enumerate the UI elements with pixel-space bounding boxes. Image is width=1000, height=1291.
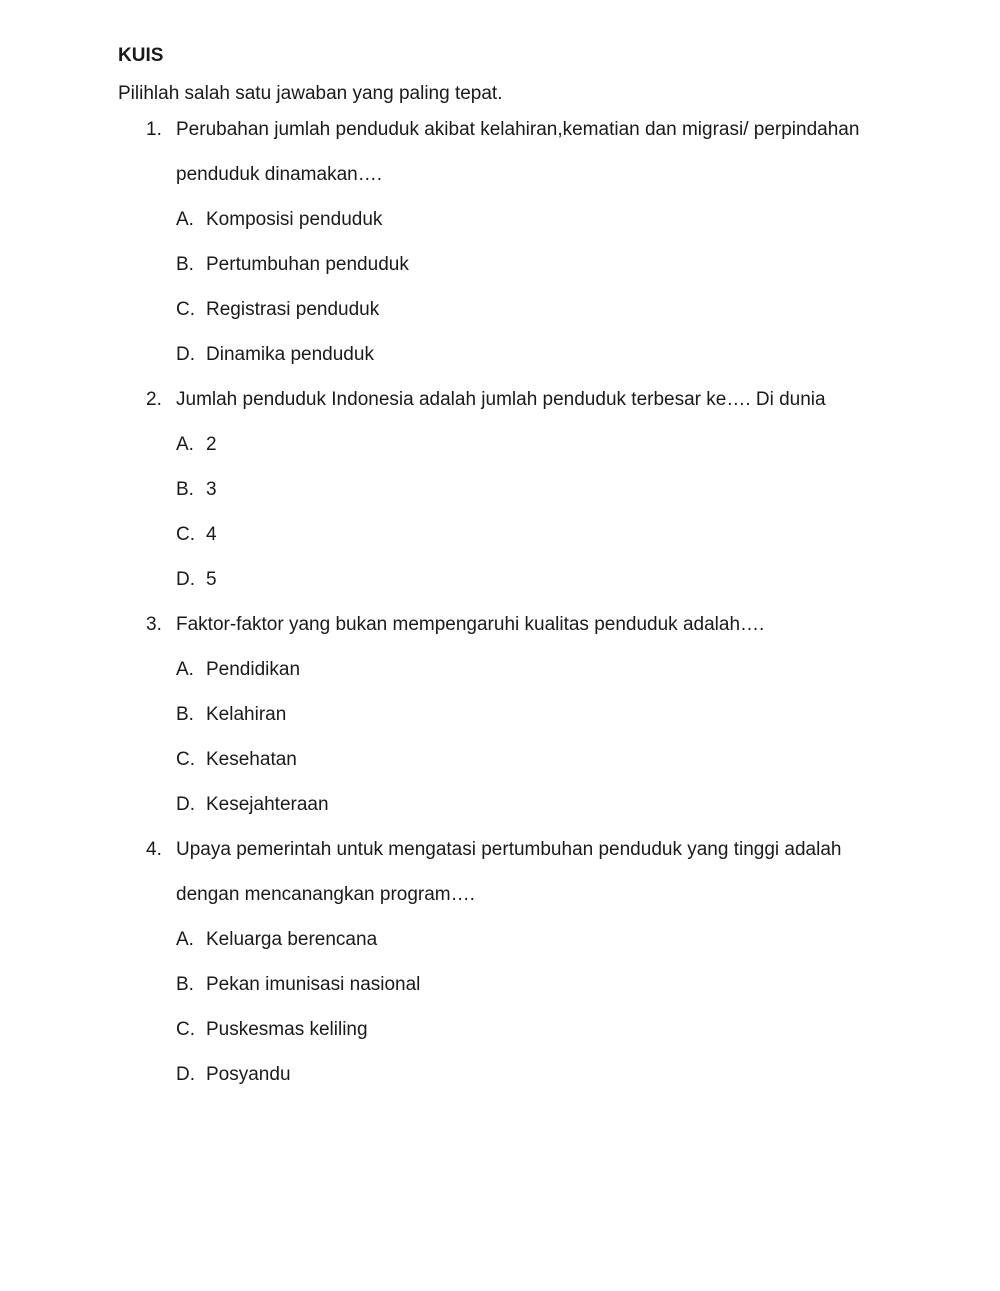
option-text: Kesejahteraan — [206, 794, 329, 815]
option-text: 3 — [206, 479, 217, 500]
question-text: Perubahan jumlah penduduk akibat kelahiran,kematian dan migrasi/ perpindahan — [176, 119, 860, 140]
option-letter: B. — [176, 704, 194, 725]
question-text: Jumlah penduduk Indonesia adalah jumlah penduduk terbesar ke…. Di dunia — [176, 389, 826, 410]
option-text: 2 — [206, 434, 217, 455]
option-letter: A. — [176, 929, 194, 950]
option-letter: D. — [176, 569, 195, 590]
option-text: Pekan imunisasi nasional — [206, 974, 421, 995]
option-text: Registrasi penduduk — [206, 299, 380, 320]
option-letter: B. — [176, 479, 194, 500]
option-text: 4 — [206, 524, 217, 545]
question-number: 2. — [146, 389, 162, 410]
question-number: 4. — [146, 839, 162, 860]
question-text: Upaya pemerintah untuk mengatasi pertumbuhan penduduk yang tinggi adalah — [176, 839, 842, 860]
option-text: Komposisi penduduk — [206, 209, 383, 230]
option-letter: D. — [176, 794, 195, 815]
option-text: Posyandu — [206, 1064, 291, 1085]
option-letter: B. — [176, 974, 194, 995]
option-text: Pertumbuhan penduduk — [206, 254, 409, 275]
option-letter: A. — [176, 434, 194, 455]
option-letter: B. — [176, 254, 194, 275]
option-text: Dinamika penduduk — [206, 344, 374, 365]
option-text: Pendidikan — [206, 659, 301, 680]
option-text: 5 — [206, 569, 217, 590]
question-text: dengan mencanangkan program…. — [176, 884, 475, 905]
question-number: 1. — [146, 119, 162, 140]
option-letter: A. — [176, 209, 194, 230]
option-text: Kesehatan — [206, 749, 297, 770]
option-letter: A. — [176, 659, 194, 680]
option-text: Keluarga berencana — [206, 929, 378, 950]
option-letter: D. — [176, 344, 195, 365]
question-number: 3. — [146, 614, 162, 635]
option-letter: C. — [176, 1019, 195, 1040]
option-letter: C. — [176, 299, 195, 320]
option-letter: C. — [176, 524, 195, 545]
question-text: penduduk dinamakan…. — [176, 164, 382, 185]
option-text: Puskesmas keliling — [206, 1019, 368, 1040]
instruction-text: Pilihlah salah satu jawaban yang paling tepat. — [118, 83, 503, 104]
question-text: Faktor-faktor yang bukan mempengaruhi kualitas penduduk adalah…. — [176, 614, 765, 635]
option-letter: C. — [176, 749, 195, 770]
quiz-title: KUIS — [118, 45, 164, 66]
option-text: Kelahiran — [206, 704, 287, 725]
option-letter: D. — [176, 1064, 195, 1085]
